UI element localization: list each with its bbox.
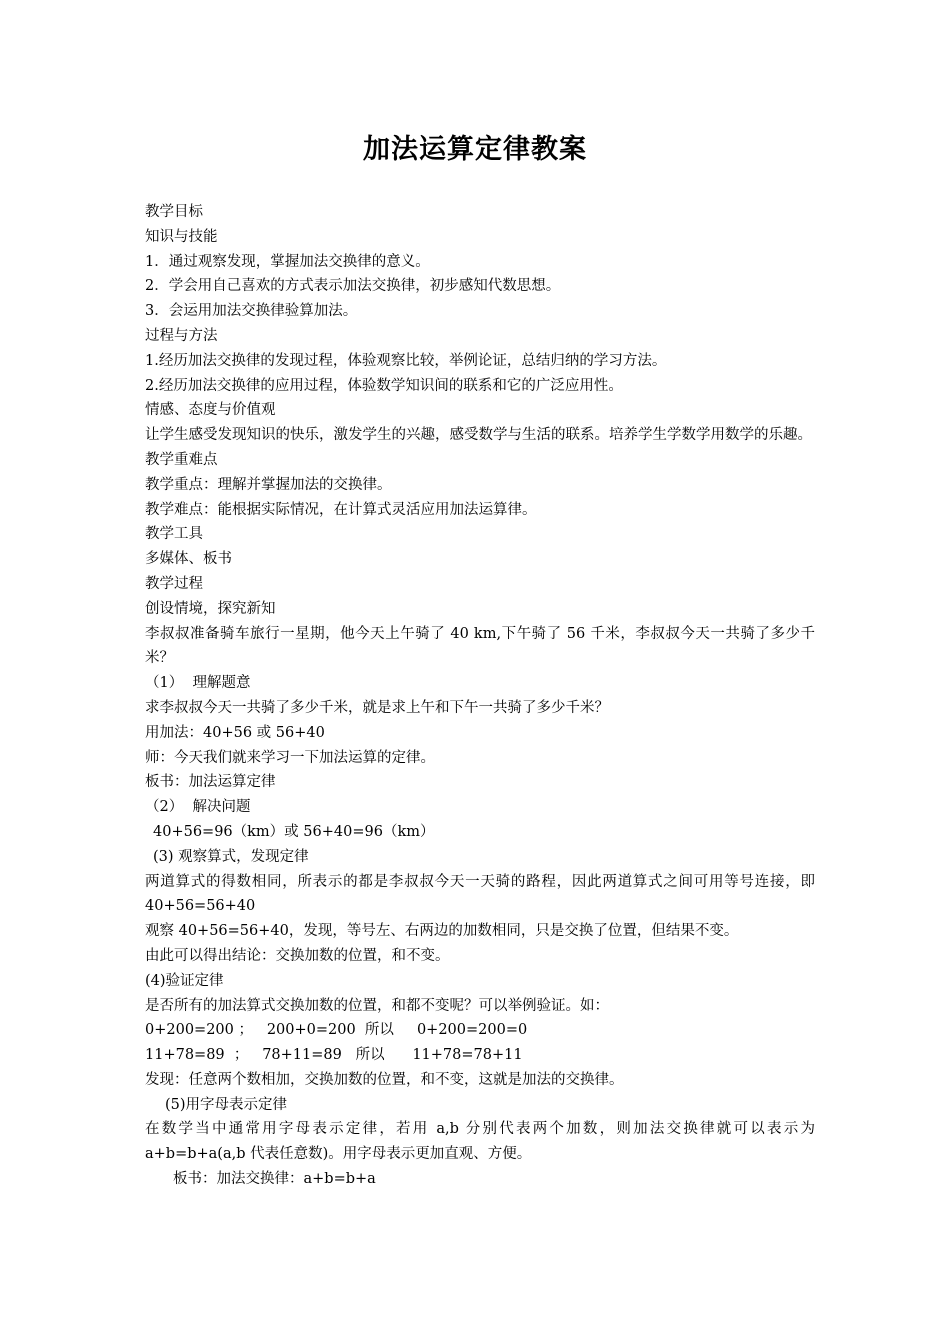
attitude-paragraph: 让学生感受发现知识的快乐，激发学生的兴趣，感受数学与生活的联系。培养学生学数学用数学的乐趣。 xyxy=(145,427,812,444)
method-item: 1.经历加法交换律的发现过程，体验观察比较，举例论证，总结归纳的学习方法。 xyxy=(145,352,667,369)
heading-attitude-values: 情感、态度与价值观 xyxy=(145,402,276,419)
example-line: 0+200=200 ； 200+0=200 所以 0+200=200=0 xyxy=(145,1022,528,1039)
step-understand: （1） 理解题意 xyxy=(145,675,251,692)
goal-item: 2．学会用自己喜欢的方式表示加法交换律，初步感知代数思想。 xyxy=(145,278,561,295)
goal-item: 3．会运用加法交换律验算加法。 xyxy=(145,303,358,320)
step-observe: (3) 观察算式，发现定律 xyxy=(153,848,309,865)
method-item: 2.经历加法交换律的应用过程，体验数学知识间的联系和它的广泛应用性。 xyxy=(145,377,623,394)
step-letters: (5)用字母表示定律 xyxy=(165,1096,288,1113)
letters-paragraph: 在数学当中通常用字母表示定律，若用 a,b 分别代表两个加数，则加法交换律就可以表示为 a+b=b+a(a,b 代表任意数)。用字母表示更加直观、方便。 xyxy=(145,1121,815,1163)
heading-knowledge-skills: 知识与技能 xyxy=(145,228,218,245)
step-verify: (4)验证定律 xyxy=(145,972,224,989)
goal-item: 1．通过观察发现，掌握加法交换律的意义。 xyxy=(145,253,430,270)
step-solve: （2） 解决问题 xyxy=(145,799,251,816)
body-line: 观察 40+56=56+40，发现，等号左、右两边的加数相同，只是交换了位置，但结果不变。 xyxy=(145,923,739,940)
observe-paragraph: 两道算式的得数相同，所表示的都是李叔叔今天一天骑的路程，因此两道算式之间可用等号连接，即 40+56=56+40 xyxy=(145,873,815,915)
heading-process-method: 过程与方法 xyxy=(145,327,218,344)
body-line: 用加法：40+56 或 56+40 xyxy=(145,724,325,741)
document-title: 加法运算定律教案 xyxy=(363,134,587,165)
tools-text: 多媒体、板书 xyxy=(145,551,232,568)
body-line: 求李叔叔今天一共骑了多少千米，就是求上午和下午一共骑了多少千米？ xyxy=(145,699,609,716)
example-line: 11+78=89 ； 78+11=89 所以 11+78=78+11 xyxy=(145,1047,523,1064)
body-line: 师：今天我们就来学习一下加法运算的定律。 xyxy=(145,749,435,766)
heading-teaching-goals: 教学目标 xyxy=(145,204,203,220)
board-writing: 板书：加法运算定律 xyxy=(145,774,276,791)
heading-teaching-process: 教学过程 xyxy=(145,575,203,592)
heading-teaching-tools: 教学工具 xyxy=(145,526,203,543)
board-writing: 板书：加法交换律：a+b=b+a xyxy=(173,1171,376,1188)
equation-line: 40+56=96（km）或 56+40=96（km） xyxy=(153,823,435,840)
body-line: 是否所有的加法算式交换加数的位置，和都不变呢？可以举例验证。如： xyxy=(145,997,609,1014)
subheading-scenario: 创设情境，探究新知 xyxy=(145,600,276,617)
key-point: 教学重点：理解并掌握加法的交换律。 xyxy=(145,476,392,493)
heading-key-difficult-points: 教学重难点 xyxy=(145,451,218,468)
difficult-point: 教学难点：能根据实际情况，在计算式灵活应用加法运算律。 xyxy=(145,501,537,518)
problem-paragraph: 李叔叔准备骑车旅行一星期，他今天上午骑了 40 km,下午骑了 56 千米，李叔叔今天一共骑了多少千米？ xyxy=(145,625,815,667)
finding-line: 发现：任意两个数相加，交换加数的位置，和不变，这就是加法的交换律。 xyxy=(145,1071,624,1088)
conclusion-line: 由此可以得出结论：交换加数的位置，和不变。 xyxy=(145,947,450,964)
document-body xyxy=(145,200,815,1192)
